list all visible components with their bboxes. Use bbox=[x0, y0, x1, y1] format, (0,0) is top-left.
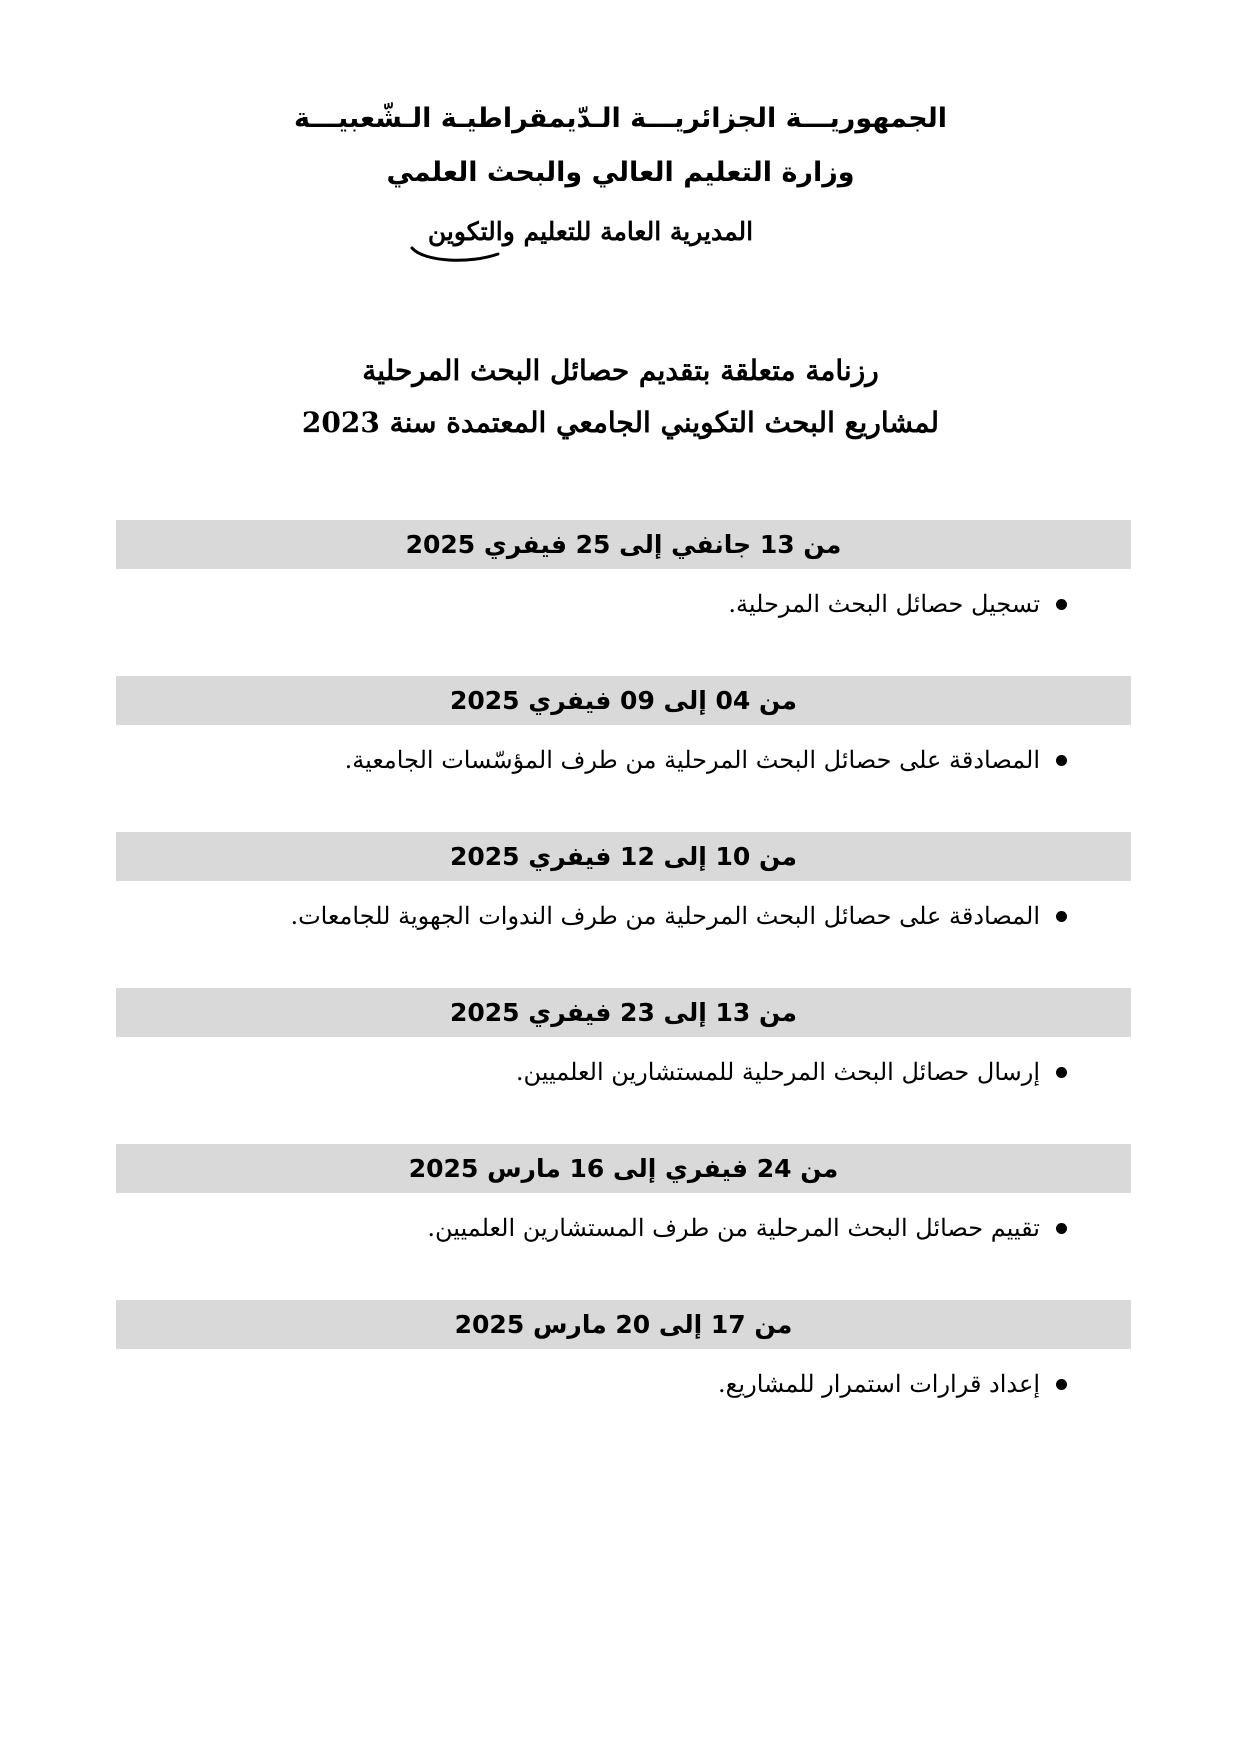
period-heading: من 17 إلى 20 مارس 2025 bbox=[116, 1300, 1131, 1349]
task-text: المصادقة على حصائل البحث المرحلية من طرف الندوات الجهوية للجامعات. bbox=[290, 902, 1040, 930]
period-heading: من 13 إلى 23 فيفري 2025 bbox=[116, 988, 1131, 1037]
ministry-heading: وزارة التعليم العالي والبحث العلمي bbox=[386, 157, 855, 188]
bullet-icon bbox=[1056, 755, 1067, 766]
schedule-item bbox=[116, 1300, 1131, 1456]
title-line-2: لمشاريع البحث التكويني الجامعي المعتمدة سنة 2023 bbox=[301, 406, 940, 439]
directorate-block bbox=[0, 212, 1241, 252]
task-text: تسجيل حصائل البحث المرحلية. bbox=[728, 590, 1040, 618]
document-title bbox=[0, 345, 1241, 449]
period-heading: من 10 إلى 12 فيفري 2025 bbox=[116, 832, 1131, 881]
task-entry bbox=[290, 896, 1067, 936]
schedule-item bbox=[116, 988, 1131, 1144]
task-entry bbox=[345, 740, 1067, 780]
period-heading: من 04 إلى 09 فيفري 2025 bbox=[116, 676, 1131, 725]
calligraphic-swash-icon bbox=[410, 242, 502, 264]
directorate-heading bbox=[428, 212, 753, 252]
period-heading: من 24 فيفري إلى 16 مارس 2025 bbox=[116, 1144, 1131, 1193]
schedule-item bbox=[116, 520, 1131, 676]
period-heading: من 13 جانفي إلى 25 فيفري 2025 bbox=[116, 520, 1131, 569]
bullet-icon bbox=[1056, 1379, 1067, 1390]
task-text: المصادقة على حصائل البحث المرحلية من طرف المؤسّسات الجامعية. bbox=[344, 746, 1040, 774]
schedule-item bbox=[116, 832, 1131, 988]
task-entry bbox=[516, 1052, 1067, 1092]
task-text: تقييم حصائل البحث المرحلية من طرف المستشارين العلميين. bbox=[427, 1214, 1040, 1242]
schedule-item bbox=[116, 676, 1131, 832]
bullet-icon bbox=[1056, 599, 1067, 610]
document-header bbox=[0, 92, 1241, 200]
title-line-1: رزنامة متعلقة بتقديم حصائل البحث المرحلية bbox=[362, 354, 879, 387]
task-entry bbox=[427, 1208, 1067, 1248]
task-entry bbox=[728, 584, 1067, 624]
bullet-icon bbox=[1056, 1223, 1067, 1234]
schedule-list bbox=[116, 520, 1131, 1456]
republic-heading: الجمهوريـــة الجزائريـــة الـدّيمقراطيـة الـشّعبيـــة bbox=[293, 103, 948, 134]
task-entry bbox=[718, 1364, 1067, 1404]
task-text: إرسال حصائل البحث المرحلية للمستشارين العلميين. bbox=[515, 1058, 1040, 1086]
bullet-icon bbox=[1056, 911, 1067, 922]
schedule-item bbox=[116, 1144, 1131, 1300]
directorate-text: المديرية العامة للتعليم والتكوين bbox=[427, 217, 754, 246]
bullet-icon bbox=[1056, 1067, 1067, 1078]
task-text: إعداد قرارات استمرار للمشاريع. bbox=[718, 1370, 1040, 1398]
